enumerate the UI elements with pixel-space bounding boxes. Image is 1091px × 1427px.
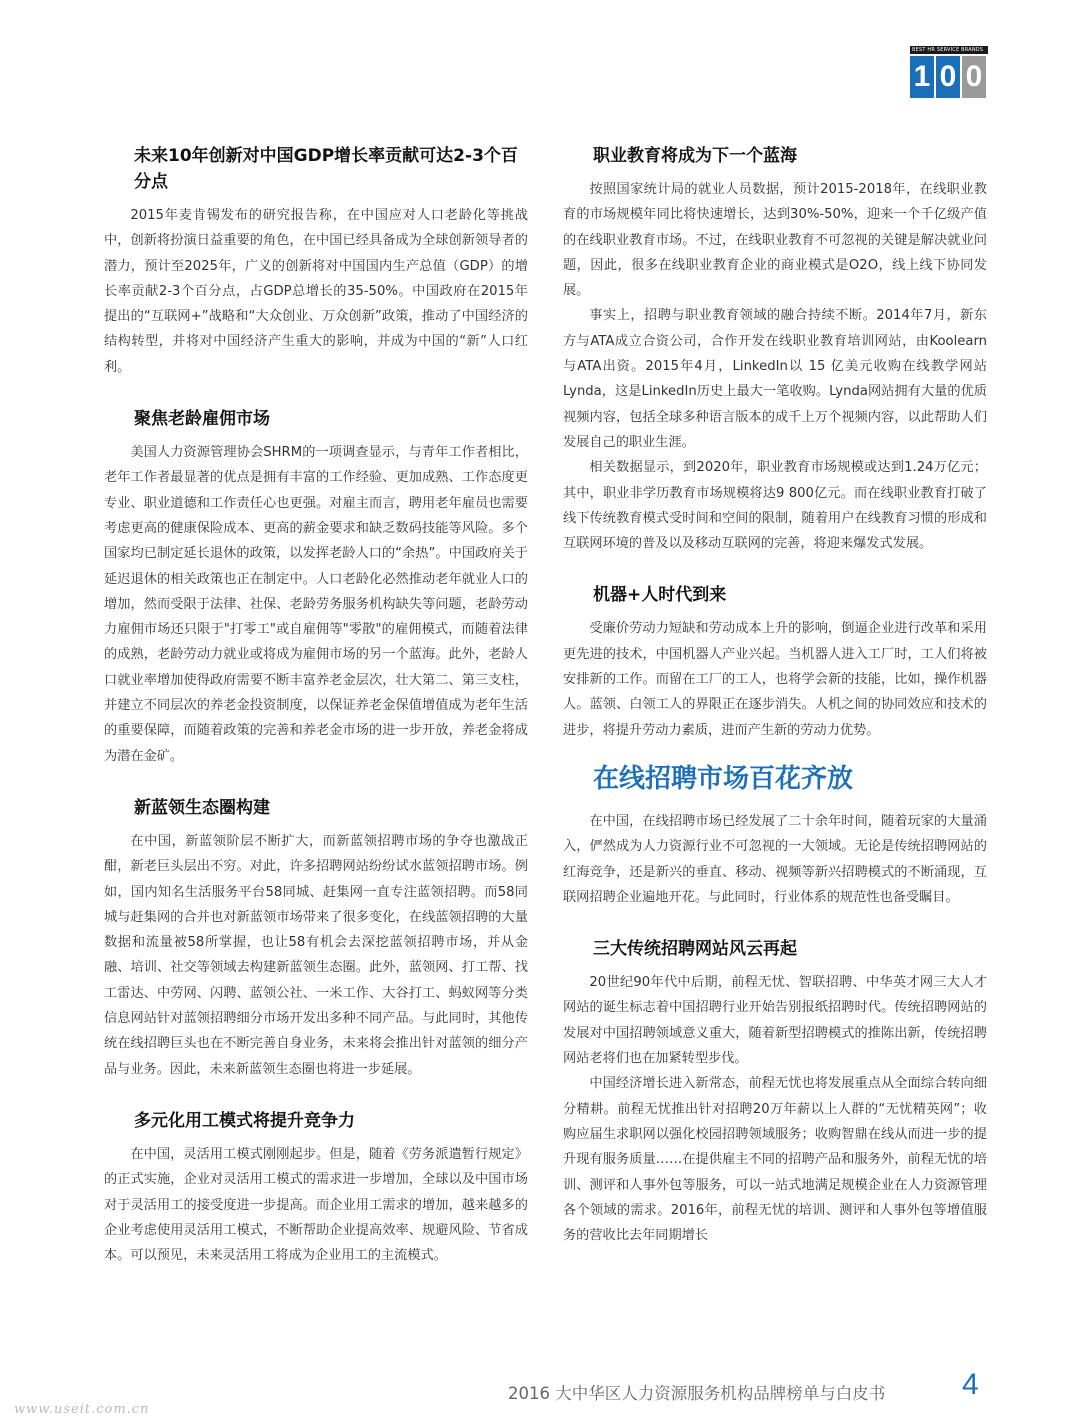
main-heading-online-recruiting: 在线招聘市场百花齐放: [593, 763, 854, 794]
paragraph: 受廉价劳动力短缺和劳动成本上升的影响，倒逼企业进行改革和采用更先进的技术，中国机器人产业兴起。当机器人进入工厂时，工人们将被安排新的工作。而留在工厂的工人，也将学会新的技能，比如，操作机器人。蓝领、白领工人的界限正在逐步消失。人机之间的协同效应和技术的进步，将提升劳动力素质，进而产生新的劳动力优势。: [563, 621, 987, 738]
paragraph: 按照国家统计局的就业人员数据，预计2015-2018年，在线职业教育的市场规模年同比将快速增长，达到30%-50%，迎来一个千亿级产值的在线职业教育市场。不过，在线职业教育不可忽视的关键是解决就业问题，因此，很多在线职业教育企业的商业模式是O2O，线上线下协同发展。: [563, 182, 987, 299]
section-heading-elderly-employment: 聚焦老龄雇佣市场: [134, 409, 270, 430]
right-column: [563, 143, 987, 1248]
paragraph: 2015年麦肯锡发布的研究报告称，在中国应对人口老龄化等挑战中，创新将扮演日益重要的角色，在中国已经具备成为全球创新领导者的潜力，预计至2025年，广义的创新将对中国国内生产总值（GDP）的增长率贡献2-3个百分点，占GDP总增长的35-50%。中国政府在2015年提出的“互联网+”战略和“大众创业、万众创新”政策，推动了中国经济的结构转型，并将对中国经济产生重大的影响，并成为中国的“新”人口红利。: [104, 208, 528, 375]
logo-tagline: BEST HR SERVICE BRANDS: [910, 46, 988, 54]
section-heading-flexible-employment: 多元化用工模式将提升竞争力: [134, 1110, 355, 1131]
paragraph: 事实上，招聘与职业教育领域的融合持续不断。2014年7月，新东方与ATA成立合资公司，合作开发在线职业教育培训网站，由Koolearn与ATA出资。2015年4月，LinkedIn以 15 亿美元收购在线教学网站 Lynda，这是LinkedIn历史上最大一笔收购。Lynda网站拥有大量的优质视频内容，包括全球多种语言版本的成千上万个视频内容，以此帮助人们发展自己的职业生涯。: [563, 308, 987, 450]
paragraph: 相关数据显示，到2020年，职业教育市场规模或达到1.24万亿元；其中，职业非学历教育市场规模将达9 800亿元。而在线职业教育打破了线下传统教育模式受时间和空间的限制，随着用户在线教育习惯的形成和互联网环境的普及以及移动互联网的完善，将迎来爆发式发展。: [563, 460, 987, 552]
paragraph: 在中国，灵活用工模式刚刚起步。但是，随着《劳务派遣暂行规定》的正式实施，企业对灵活用工模式的需求进一步增加，全球以及中国市场对于灵活用工的接受度进一步提高。而企业用工需求的增加，越来越多的企业考虑使用灵活用工模式，不断帮助企业提高效率、规避风险、节省成本。可以预见，未来灵活用工将成为企业用工的主流模式。: [104, 1146, 528, 1264]
left-column: [104, 143, 528, 1268]
watermark: www.useit.com.cn: [14, 1402, 150, 1417]
logo-digit-2: 0: [936, 56, 960, 98]
brand-logo: [910, 46, 988, 98]
logo-digit-3: 0: [962, 56, 986, 98]
paragraph: 中国经济增长进入新常态，前程无忧也将发展重点从全面综合转向细分精耕。前程无忧推出针对招聘20万年薪以上人群的“无忧精英网”；收购应届生求职网以强化校园招聘领域服务；收购智鼎在线从而进一步的提升现有服务质量……在提供雇主不同的招聘产品和服务外，前程无忧的培训、测评和人事外包等服务，可以一站式地满足规模企业在人力资源管理各个领域的需求。2016年，前程无忧的培训、测评和人事外包等增值服务的营收比去年同期增长: [563, 1076, 987, 1244]
paragraph: 在中国，新蓝领阶层不断扩大，而新蓝领招聘市场的争夺也激战正酣，新老巨头层出不穷。对此，许多招聘网站纷纷试水蓝领招聘市场。例如，国内知名生活服务平台58同城、赶集网一直专注蓝领招聘。而58同城与赶集网的合并也对新蓝领市场带来了很多变化，在线蓝领招聘的大量数据和流量被58所掌握，也让58有机会去深挖蓝领招聘市场，并从金融、培训、社交等领域去构建新蓝领生态圈。此外，蓝领网、打工帮、找工雷达、中劳网、闪聘、蓝领公社、一米工作、大谷打工、蚂蚁网等分类信息网站针对蓝领招聘细分市场开发出多种不同产品。与此同时，其他传统在线招聘巨头也在不断完善自身业务，未来将会推出针对蓝领的细分产品与业务。因此，未来新蓝领生态圈也将进一步延展。: [104, 833, 528, 1077]
logo-digit-1: 1: [910, 56, 934, 98]
paragraph: 在中国，在线招聘市场已经发展了二十余年时间，随着玩家的大量涌入，俨然成为人力资源行业不可忽视的一大领域。无论是传统招聘网站的红海竞争，还是新兴的垂直、移动、视频等新兴招聘模式的不断涌现，互联网招聘企业遍地开花。与此同时，行业体系的规范性也备受瞩目。: [563, 813, 987, 905]
section-heading-robots: 机器+人时代到来: [593, 585, 727, 606]
section-heading-vocational-education: 职业教育将成为下一个蓝海: [593, 146, 797, 166]
section-heading-blue-collar: 新蓝领生态圈构建: [134, 797, 270, 818]
paragraph: 20世纪90年代中后期，前程无忧、智联招聘、中华英才网三大人才网站的诞生标志着中国招聘行业开始告别报纸招聘时代。传统招聘网站的发展对中国招聘领域意义重大，随着新型招聘模式的推陈出新，传统招聘网站老将们也在加紧转型步伐。: [563, 975, 987, 1067]
logo-digits: [910, 56, 988, 98]
page-number: 4: [962, 1368, 979, 1401]
footer-title: 2016 大中华区人力资源服务机构品牌榜单与白皮书: [508, 1384, 886, 1403]
section-heading-innovation-gdp: 未来10年创新对中国GDP增长率贡献可达2-3个百分点: [134, 146, 518, 192]
paragraph: 美国人力资源管理协会SHRM的一项调查显示，与青年工作者相比，老年工作者最显著的优点是拥有丰富的工作经验、更加成熟、工作态度更专业、职业道德和工作责任心也更强。对雇主而言，聘用老年雇员也需要考虑更高的健康保险成本、更高的薪金要求和缺乏数码技能等风险。多个国家均已制定延长退休的政策，以发挥老龄人口的“余热”。中国政府关于延迟退休的相关政策也正在制定中。人口老龄化必然推动老年就业人口的增加，然而受限于法律、社保、老龄劳务服务机构缺失等问题，老龄劳动力雇佣市场还只限于"打零工"或自雇佣等"零散"的雇佣模式，而随着法律的成熟，老龄劳动力就业或将成为雇佣市场的另一个蓝海。此外，老龄人口就业率增加使得政府需要不断丰富养老金层次，壮大第二、第三支柱，并建立不同层次的养老金投资制度，以保证养老金保值增值成为老年生活的重要保障，而随着政策的完善和养老金市场的进一步开放，养老金将成为潜在金矿。: [104, 445, 528, 764]
section-heading-traditional-sites: 三大传统招聘网站风云再起: [593, 939, 797, 960]
